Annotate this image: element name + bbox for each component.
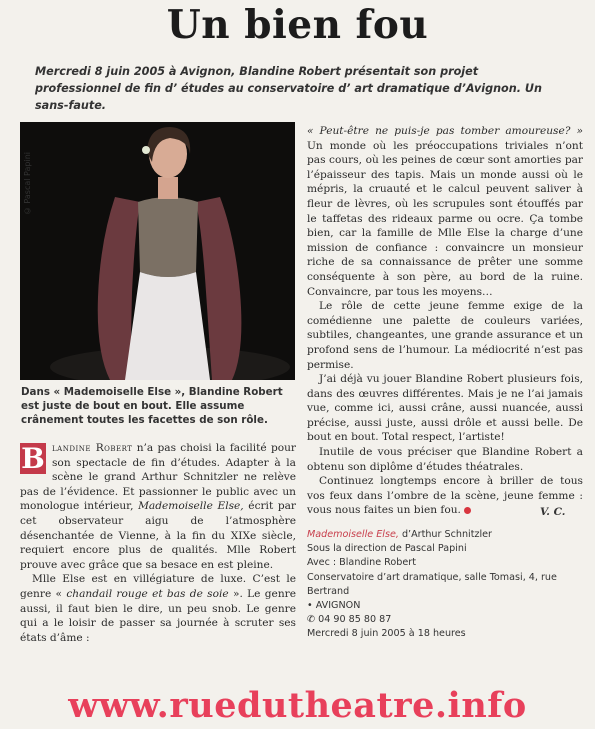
- left-p2-start: Mlle Else est en villégiature de luxe. C’est le genre «: [20, 573, 296, 600]
- article-title: Un bien fou: [166, 2, 429, 48]
- info-play-line: [307, 528, 583, 542]
- article-intro: Mercredi 8 juin 2005 à Avignon, Blandine Robert présentait son projet professionnel de fin d’ études au conservatoire d’ art dramatique d’Avignon. Un sans-faute.: [35, 65, 542, 112]
- info-venue: Conservatoire d’art dramatique, salle Tomasi, 4, rue Bertrand: [307, 571, 557, 597]
- info-city: • AVIGNON: [307, 600, 361, 612]
- right-paragraph-3: J’ai déjà vu jouer Blandine Robert plusieurs fois, dans des œuvres différentes. Mais je ne l’ai jamais vue, comme ici, aussi crâne, aussi nuancée, aussi précise, aussi juste, aussi drôle et aussi belle. De bout en bout. Total respect, l’artiste!: [307, 373, 583, 444]
- lead-name: landine Robert: [52, 442, 133, 454]
- info-phone: ✆ 04 90 85 80 87: [307, 614, 392, 626]
- left-paragraph-1: [20, 441, 296, 572]
- left-p1-text: n’a pas choisi la facilité pour son spectacle de fin d’études. Adapter à la scène le grand Arthur Schnitzler ne relève pas de l’évidence. Et passionner le public avec un monologue intérieur,: [20, 442, 296, 513]
- info-author: d’Arthur Schnitzler: [398, 529, 493, 540]
- photo-credit: © Pascal Papini: [23, 152, 32, 216]
- website-url[interactable]: www.ruedutheatre.info: [68, 685, 527, 726]
- right-p1-quote: « Peut-être ne puis-je pas tomber amoureuse? »: [307, 125, 583, 137]
- info-cast: Avec : Blandine Robert: [307, 557, 416, 569]
- play-title-inline: Mademoiselle Else,: [138, 500, 244, 513]
- right-paragraph-2: Le rôle de cette jeune femme exige de la comédienne une palette de couleurs variées, subtiles, changeantes, une grande assurance et un profond sens de l’humour. La médiocrité n’est pas permise.: [307, 300, 583, 371]
- author-signature: V. C.: [540, 506, 566, 518]
- info-direction: Sous la direction de Pascal Papini: [307, 543, 467, 555]
- right-p1-text: Un monde où les préoccupations triviales n’ont pas cours, où les peines de cœur sont amorties par l’épaisseur des tapis. Mais un monde aussi où le mépris, la cruauté et le calcul peuvent saliver à fleur de lèvres, où les scrupules sont étouffés par le taffetas des rideaux parme ou ocre. Ça tombe bien, car la famille de Mlle Else la charge d’une mission de confiance : convaincre un monsieur riche de sa connaissance de prêter une somme conséquente à son père, au bord de la ruine. Convaincre, par tous les moyens…: [307, 139, 583, 298]
- end-mark-dot: [464, 507, 471, 514]
- left-p2-end: ». Le genre aussi, il faut bien le dire, un peu snob. Le genre qui a le loisir de passer sa journée à scruter ses états d’âme :: [20, 587, 296, 644]
- info-date: Mercredi 8 juin 2005 à 18 heures: [307, 628, 466, 640]
- left-p2-quote: chandail rouge et bas de soie: [66, 587, 229, 600]
- right-paragraph-4: Inutile de vous préciser que Blandine Robert a obtenu son diplôme d’études théatrales.: [307, 446, 583, 473]
- right-p5-text: Continuez longtemps encore à briller de tous vos feux dans l’ombre de la scène, jeune femme : vous nous faites un bien fou.: [307, 475, 583, 517]
- show-info-box: [307, 528, 583, 642]
- article-left-column: [20, 441, 296, 645]
- photo-illustration: [20, 122, 295, 380]
- photo-caption: Dans « Mademoiselle Else », Blandine Robert est juste de bout en bout. Elle assume crânement toutes les facettes de son rôle.: [21, 386, 283, 426]
- actress-photo: [20, 122, 295, 380]
- info-play-title: Mademoiselle Else,: [307, 529, 399, 540]
- left-paragraph-2: [20, 572, 296, 645]
- drop-cap: B: [21, 442, 45, 475]
- article-right-column: [307, 124, 583, 518]
- right-paragraph-1: [307, 124, 583, 299]
- left-p1-end: écrit par cet observateur aigu de l’atmosphère désenchantée de Vienne, à la fin du XIXe siècle, requiert encore plus de qualités. Mlle Robert prouve avec grâce que sa besace en est pleine.: [20, 500, 296, 571]
